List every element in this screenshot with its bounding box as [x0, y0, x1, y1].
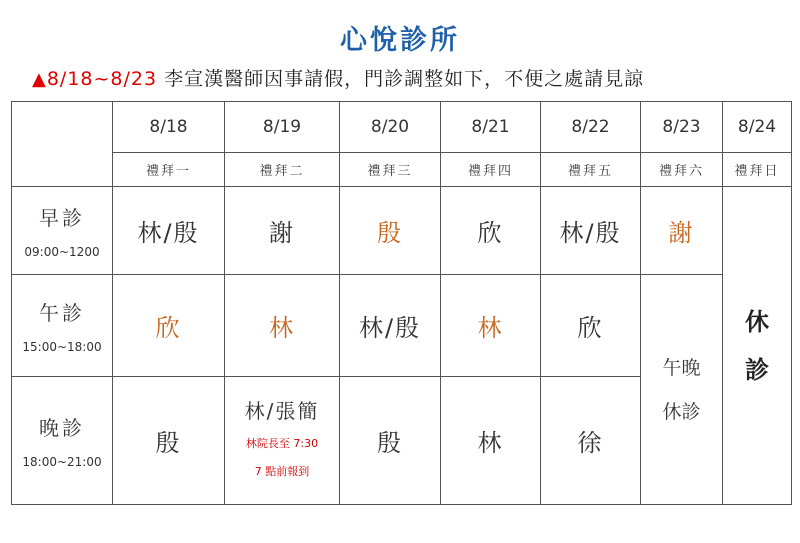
session-time: 15:00~18:00	[22, 340, 102, 354]
date-cell: 8/21	[441, 102, 541, 153]
note-line: 7 點前報到	[254, 465, 310, 478]
session-name: 午診	[39, 301, 85, 325]
sunday-closed-cell	[723, 187, 792, 505]
weekday-cell: 禮拜五	[541, 153, 641, 187]
closed-text: 診	[745, 355, 769, 384]
closed-text: 休	[745, 307, 769, 336]
date-cell: 8/19	[225, 102, 340, 153]
session-time: 18:00~21:00	[22, 455, 102, 469]
doctor-cell: 徐	[541, 377, 641, 505]
doctor-cell-with-note	[225, 377, 340, 505]
weekday-cell: 禮拜三	[340, 153, 441, 187]
doctor-cell: 謝	[641, 187, 723, 275]
afternoon-session-label	[12, 275, 113, 377]
weekday-cell: 禮拜二	[225, 153, 340, 187]
notice-text: 李宣漢醫師因事請假，門診調整如下，不便之處請見諒	[157, 68, 645, 90]
afternoon-row	[12, 275, 792, 377]
date-cell: 8/24	[723, 102, 792, 153]
weekday-cell: 禮拜六	[641, 153, 723, 187]
doctor-cell: 欣	[113, 275, 225, 377]
doctor-cell: 林/殷	[541, 187, 641, 275]
session-time: 09:00~1200	[24, 245, 100, 259]
evening-session-label	[12, 377, 113, 505]
saturday-closed-cell	[641, 275, 723, 505]
doctor-cell: 林/殷	[113, 187, 225, 275]
header-corner	[12, 102, 113, 187]
morning-session-label	[12, 187, 113, 275]
schedule-table	[11, 101, 792, 505]
session-name: 早診	[39, 206, 85, 230]
doctor-cell: 欣	[441, 187, 541, 275]
closed-text: 休診	[662, 400, 701, 423]
date-row	[12, 102, 792, 153]
date-cell: 8/20	[340, 102, 441, 153]
note-line: 林院長至 7:30	[245, 437, 319, 450]
doctor-cell: 林	[441, 377, 541, 505]
weekday-row	[12, 153, 792, 187]
warning-triangle-icon: ▲	[32, 69, 47, 90]
session-name: 晚診	[39, 416, 85, 440]
date-cell: 8/23	[641, 102, 723, 153]
weekday-cell: 禮拜一	[113, 153, 225, 187]
date-cell: 8/18	[113, 102, 225, 153]
weekday-cell: 禮拜日	[723, 153, 792, 187]
doctor-name: 林/張簡	[244, 399, 320, 423]
doctor-cell: 謝	[225, 187, 340, 275]
notice-banner	[32, 64, 644, 91]
doctor-cell: 欣	[541, 275, 641, 377]
clinic-title: 心悅診所	[340, 25, 460, 56]
weekday-cell: 禮拜四	[441, 153, 541, 187]
doctor-cell: 殷	[340, 187, 441, 275]
doctor-cell: 殷	[340, 377, 441, 505]
doctor-cell: 林/殷	[340, 275, 441, 377]
notice-dates: 8/18~8/23	[46, 68, 158, 90]
doctor-cell: 林	[225, 275, 340, 377]
doctor-cell: 林	[441, 275, 541, 377]
morning-row	[12, 187, 792, 275]
closed-text: 午晚	[662, 356, 701, 379]
doctor-cell: 殷	[113, 377, 225, 505]
date-cell: 8/22	[541, 102, 641, 153]
